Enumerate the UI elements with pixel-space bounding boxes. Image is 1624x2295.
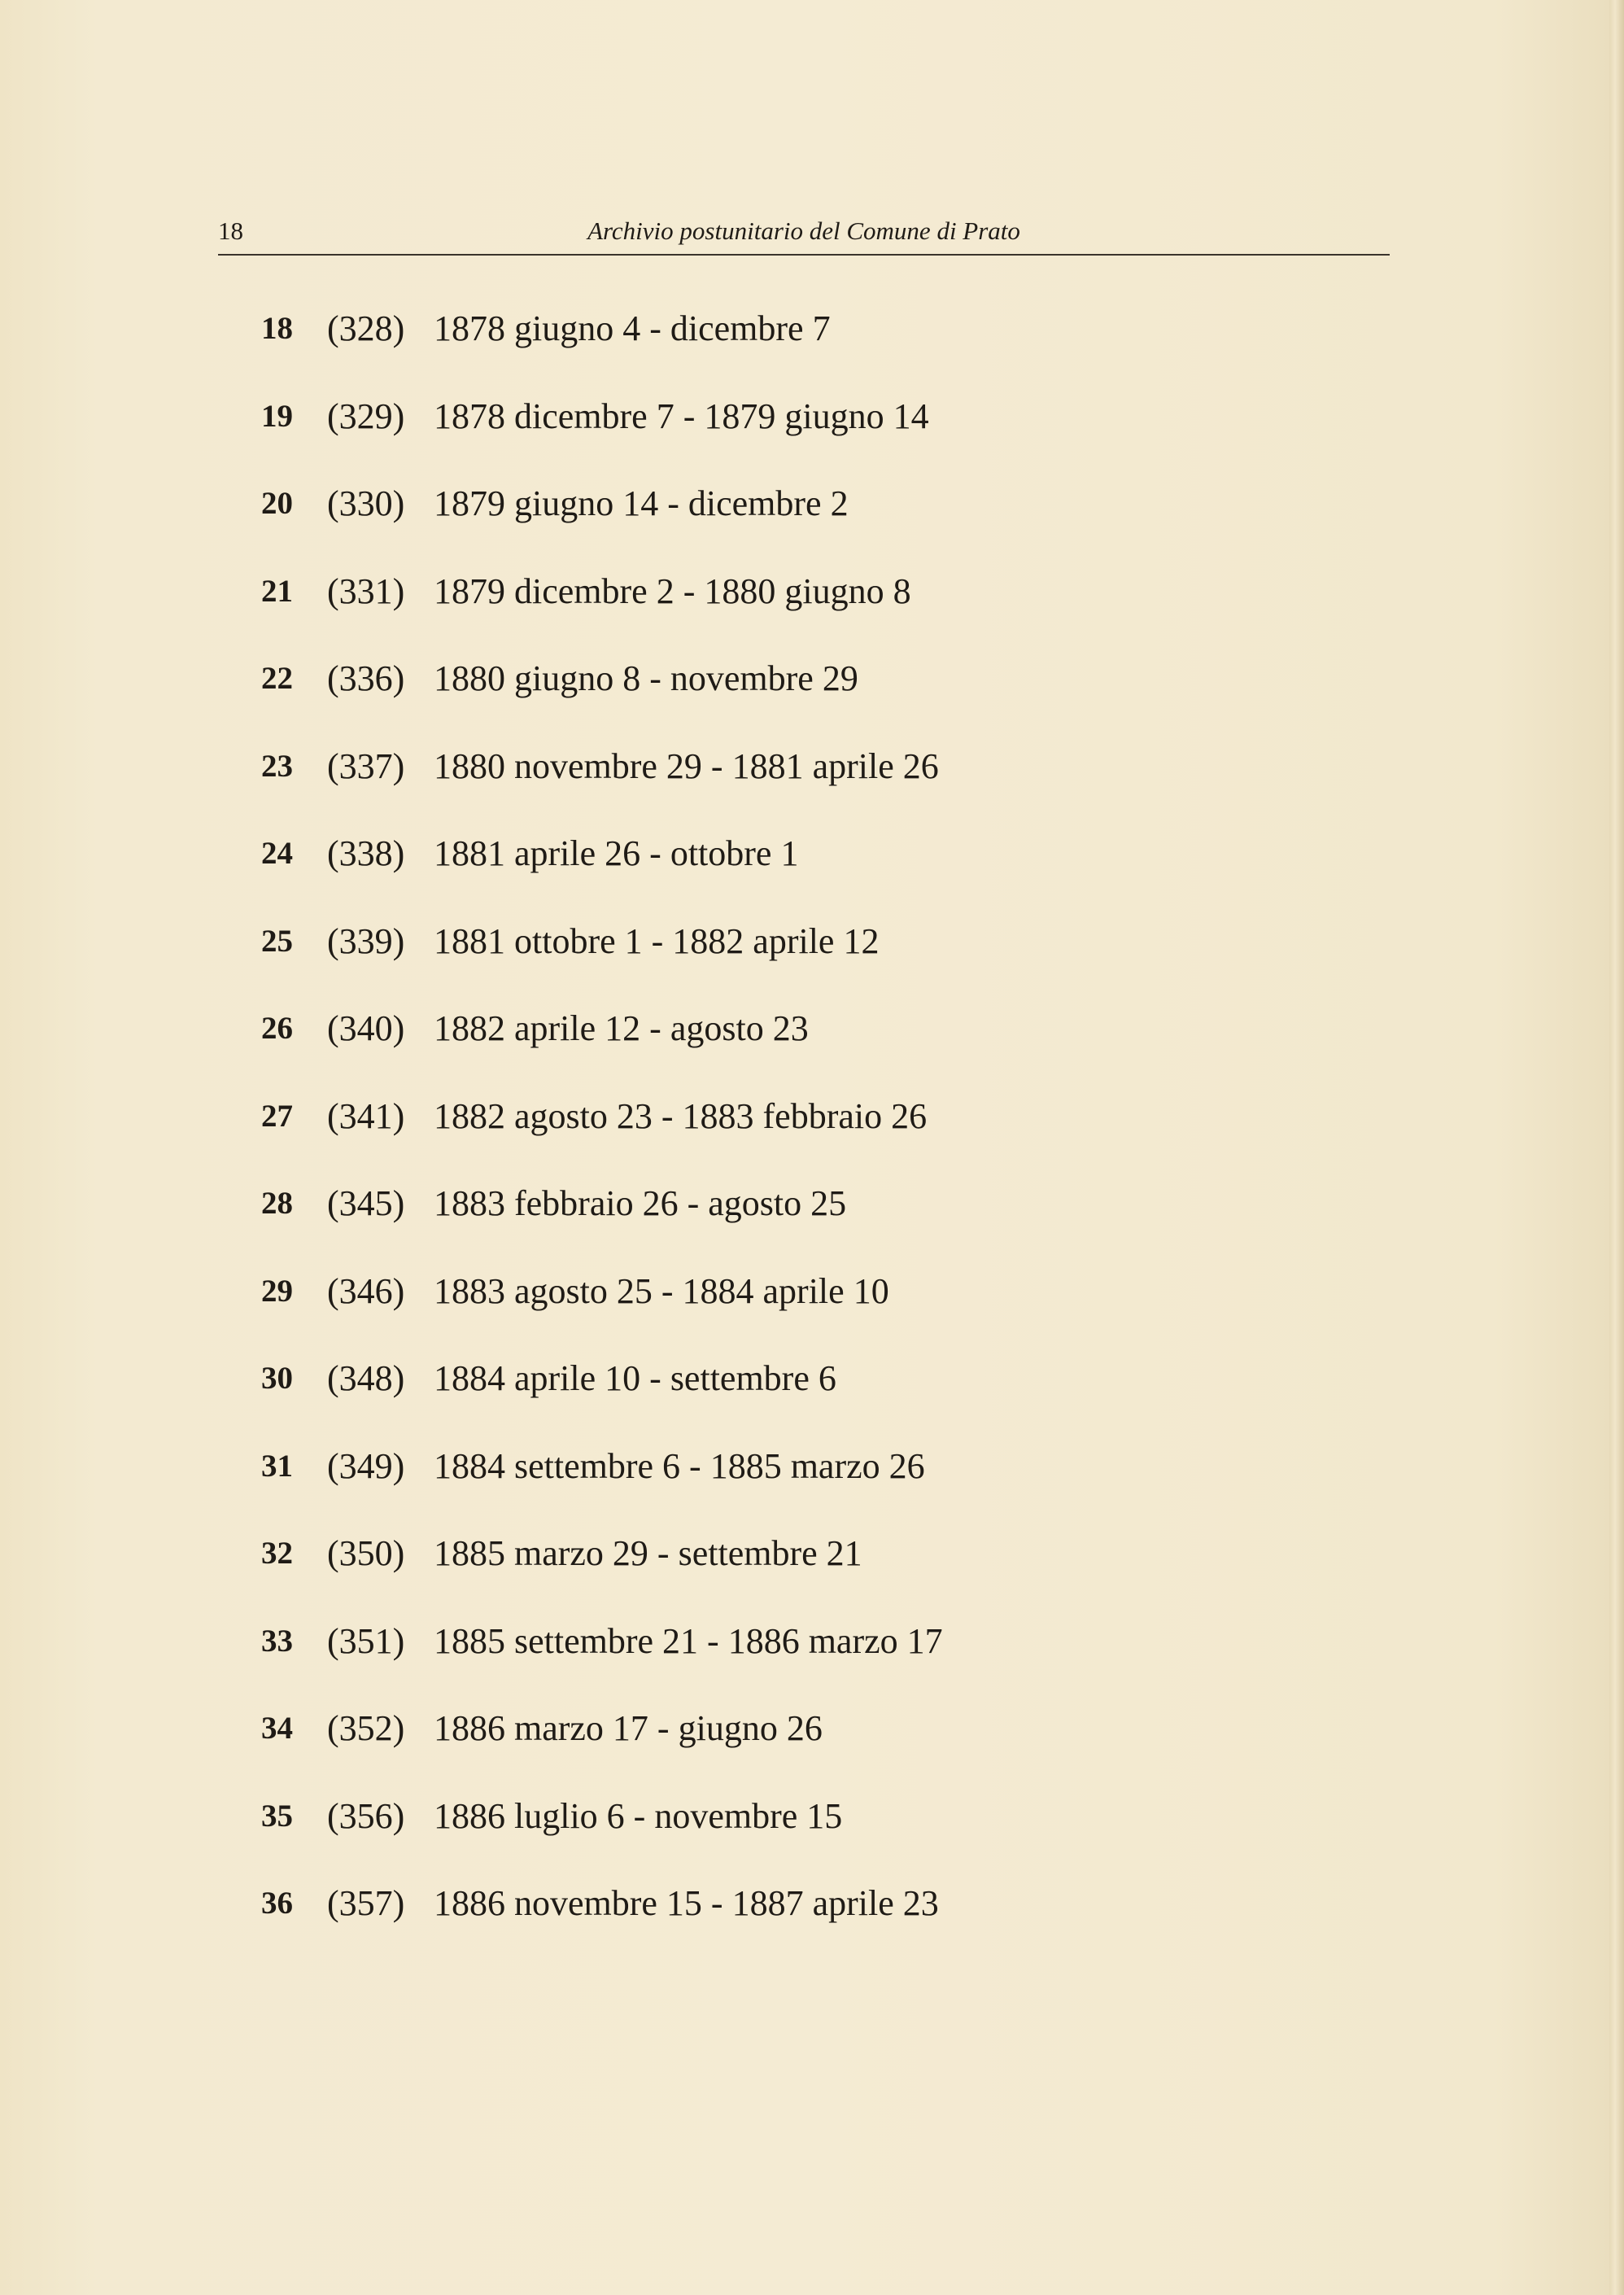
entry-dates: 1884 settembre 6 - 1885 marzo 26 [434, 1445, 925, 1486]
entry-dates: 1884 aprile 10 - settembre 6 [434, 1358, 836, 1398]
entry-number: 21 [261, 573, 293, 609]
page-header [218, 213, 1390, 256]
list-item [218, 1004, 1390, 1092]
entry-original-number: (352) [327, 1708, 405, 1748]
entry-dates: 1878 giugno 4 - dicembre 7 [434, 308, 831, 348]
list-item [218, 1179, 1390, 1267]
entry-dates: 1886 luglio 6 - novembre 15 [434, 1795, 843, 1836]
entry-number: 24 [261, 836, 293, 871]
entry-number: 27 [261, 1098, 293, 1134]
entry-dates: 1878 dicembre 7 - 1879 giugno 14 [434, 396, 929, 436]
list-item [218, 1529, 1390, 1617]
entry-dates: 1882 agosto 23 - 1883 febbraio 26 [434, 1095, 928, 1136]
entry-number: 30 [261, 1361, 293, 1396]
list-item [218, 567, 1390, 655]
entry-number: 28 [261, 1186, 293, 1221]
entry-original-number: (338) [327, 833, 405, 873]
page-number: 18 [218, 216, 243, 245]
page-edge [1609, 0, 1624, 2295]
entry-original-number: (328) [327, 308, 405, 348]
entry-original-number: (351) [327, 1620, 405, 1661]
list-item [218, 917, 1390, 1005]
entry-dates: 1886 marzo 17 - giugno 26 [434, 1708, 823, 1748]
running-title: Archivio postunitario del Comune di Prato [587, 216, 1020, 245]
list-item [218, 829, 1390, 917]
list-item [218, 654, 1390, 742]
entry-number: 33 [261, 1623, 293, 1659]
list-item [218, 1792, 1390, 1880]
list-item [218, 1267, 1390, 1355]
list-item [218, 1879, 1390, 1967]
entry-original-number: (329) [327, 396, 405, 436]
entry-original-number: (345) [327, 1183, 405, 1223]
entry-dates: 1882 aprile 12 - agosto 23 [434, 1008, 809, 1048]
list-item [218, 1354, 1390, 1442]
list-item [218, 1442, 1390, 1530]
entry-original-number: (357) [327, 1883, 405, 1923]
entry-original-number: (349) [327, 1445, 405, 1486]
entry-original-number: (331) [327, 570, 405, 611]
list-item [218, 742, 1390, 830]
entry-dates: 1879 giugno 14 - dicembre 2 [434, 483, 849, 523]
list-item [218, 304, 1390, 392]
entry-original-number: (339) [327, 920, 405, 961]
entry-dates: 1881 aprile 26 - ottobre 1 [434, 833, 799, 873]
entry-list [218, 304, 1390, 1967]
entry-number: 18 [261, 311, 293, 346]
entry-dates: 1880 novembre 29 - 1881 aprile 26 [434, 745, 939, 786]
entry-dates: 1885 marzo 29 - settembre 21 [434, 1533, 862, 1573]
entry-dates: 1886 novembre 15 - 1887 aprile 23 [434, 1883, 939, 1923]
entry-original-number: (350) [327, 1533, 405, 1573]
list-item [218, 479, 1390, 567]
entry-dates: 1885 settembre 21 - 1886 marzo 17 [434, 1620, 943, 1661]
list-item [218, 392, 1390, 480]
entry-number: 34 [261, 1711, 293, 1746]
entry-original-number: (356) [327, 1795, 405, 1836]
entry-original-number: (341) [327, 1095, 405, 1136]
entry-dates: 1879 dicembre 2 - 1880 giugno 8 [434, 570, 911, 611]
entry-number: 36 [261, 1886, 293, 1921]
entry-number: 25 [261, 923, 293, 959]
entry-dates: 1883 agosto 25 - 1884 aprile 10 [434, 1270, 889, 1311]
entry-number: 20 [261, 486, 293, 521]
entry-number: 29 [261, 1273, 293, 1309]
entry-original-number: (337) [327, 745, 405, 786]
list-item [218, 1704, 1390, 1792]
list-item [218, 1617, 1390, 1705]
entry-original-number: (340) [327, 1008, 405, 1048]
entry-number: 32 [261, 1536, 293, 1571]
entry-dates: 1880 giugno 8 - novembre 29 [434, 658, 858, 698]
entry-number: 26 [261, 1011, 293, 1046]
entry-dates: 1881 ottobre 1 - 1882 aprile 12 [434, 920, 880, 961]
entry-number: 22 [261, 661, 293, 696]
entry-number: 19 [261, 398, 293, 434]
entry-number: 35 [261, 1798, 293, 1834]
entry-original-number: (348) [327, 1358, 405, 1398]
entry-dates: 1883 febbraio 26 - agosto 25 [434, 1183, 847, 1223]
entry-original-number: (330) [327, 483, 405, 523]
list-item [218, 1092, 1390, 1180]
entry-original-number: (336) [327, 658, 405, 698]
entry-original-number: (346) [327, 1270, 405, 1311]
entry-number: 23 [261, 748, 293, 784]
entry-number: 31 [261, 1448, 293, 1484]
